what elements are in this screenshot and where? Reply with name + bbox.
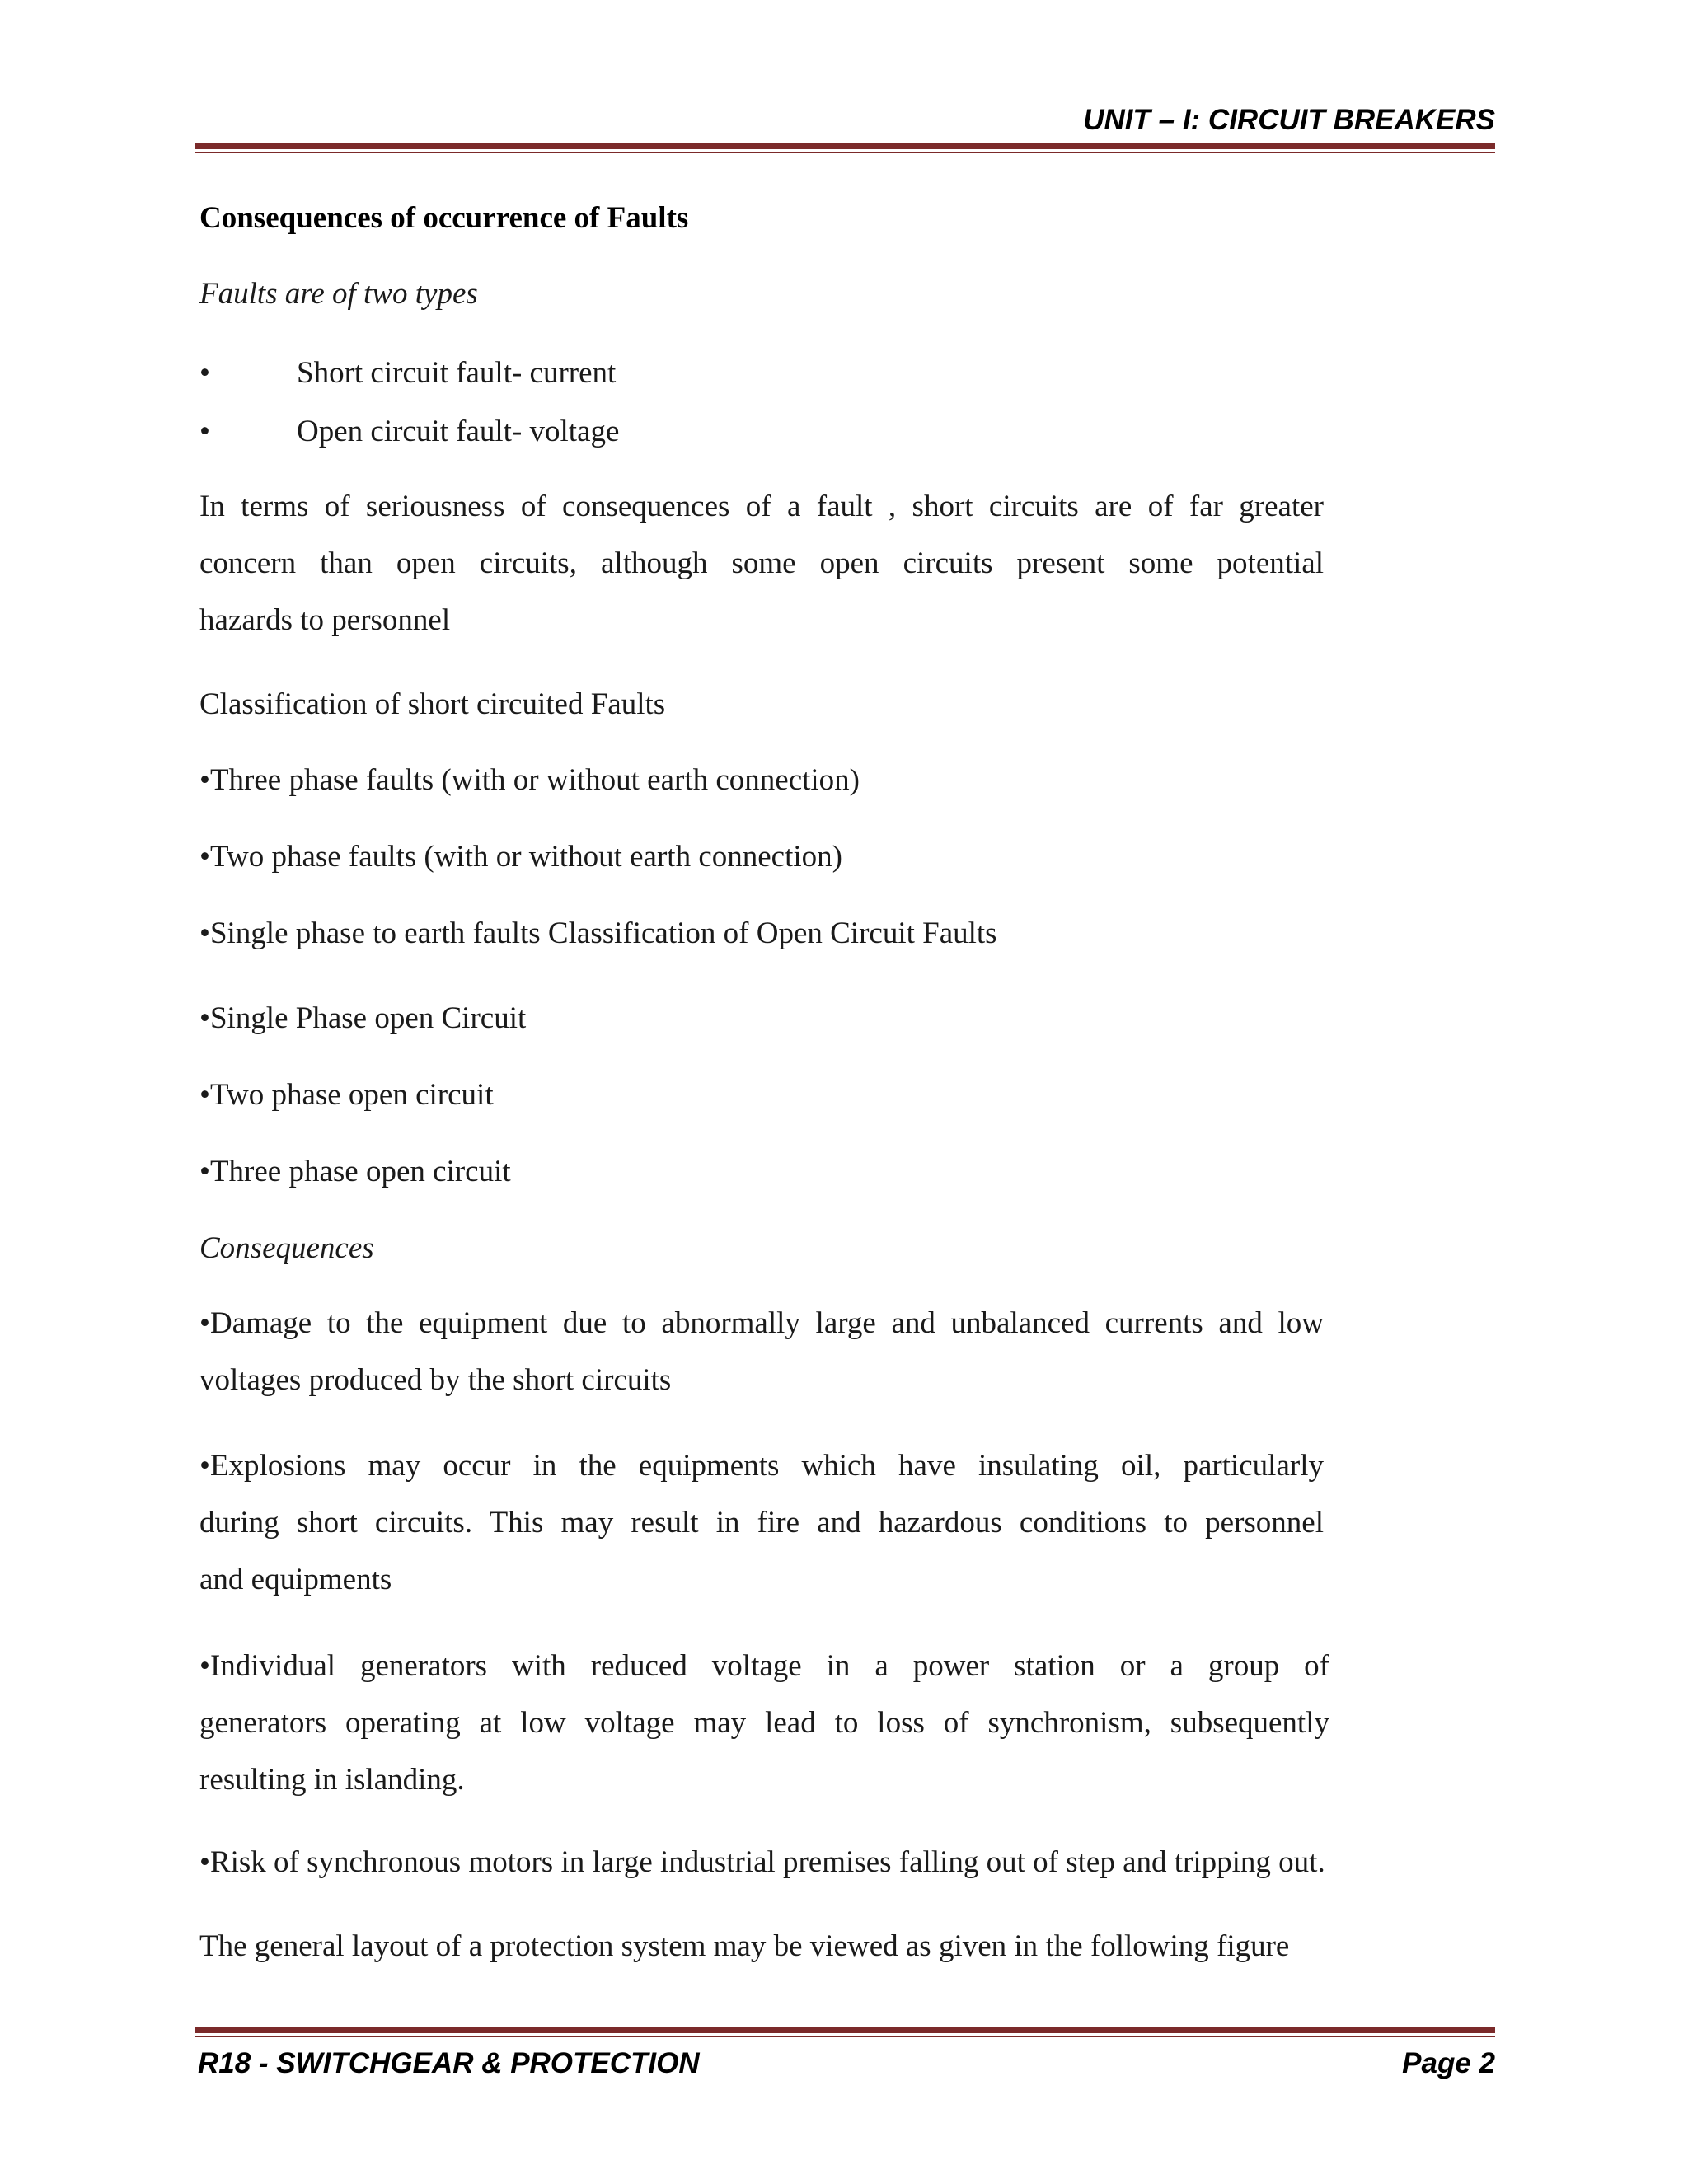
page-number: Page 2 — [1402, 2047, 1495, 2079]
page-header-title: UNIT – I: CIRCUIT BREAKERS — [1083, 104, 1495, 136]
list-item: •Three phase open circuit — [199, 1155, 511, 1188]
consequence-generators — [199, 1638, 1329, 1808]
paragraph-line: voltages produced by the short circuits — [199, 1363, 672, 1397]
paragraph-seriousness — [199, 478, 1324, 649]
paragraph-line: In terms of seriousness of consequences of a fault , short circuits are of far greater — [199, 490, 1324, 523]
paragraph-line: during short circuits. This may result in fire and hazardous conditions to personnel — [199, 1506, 1324, 1540]
bullet-marker: • — [199, 356, 210, 390]
paragraph-line: concern than open circuits, although some open circuits present some potential — [199, 546, 1324, 580]
list-item: •Single phase to earth faults Classification of Open Circuit Faults — [199, 916, 997, 950]
paragraph-line: •Explosions may occur in the equipments which have insulating oil, particularly — [199, 1449, 1324, 1483]
list-item: Short circuit fault- current — [297, 356, 617, 390]
list-item: •Three phase faults (with or without earth connection) — [199, 763, 860, 797]
closing-paragraph: The general layout of a protection system may be viewed as given in the following figure — [199, 1929, 1290, 1963]
header-rule — [195, 143, 1495, 153]
paragraph-line: hazards to personnel — [199, 603, 451, 637]
paragraph-line: •Individual generators with reduced voltage in a power station or a group of — [199, 1649, 1329, 1683]
footer-course-title: R18 - SWITCHGEAR & PROTECTION — [198, 2047, 700, 2079]
list-item: •Two phase open circuit — [199, 1078, 494, 1112]
classification-heading: Classification of short circuited Faults — [199, 687, 666, 721]
section-heading: Consequences of occurrence of Faults — [199, 201, 689, 235]
footer-rule — [195, 2027, 1495, 2037]
types-intro: Faults are of two types — [199, 277, 478, 311]
list-item: Open circuit fault- voltage — [297, 415, 620, 448]
paragraph-line: generators operating at low voltage may lead to loss of synchronism, subsequently — [199, 1706, 1329, 1740]
paragraph-line: and equipments — [199, 1563, 392, 1596]
consequence-explosions — [199, 1437, 1324, 1608]
list-item: •Single Phase open Circuit — [199, 1001, 527, 1035]
list-item: •Two phase faults (with or without earth connection) — [199, 840, 842, 874]
consequences-heading: Consequences — [199, 1231, 374, 1265]
paragraph-line: resulting in islanding. — [199, 1763, 465, 1797]
consequence-damage — [199, 1295, 1324, 1408]
bullet-marker: • — [199, 415, 210, 448]
consequence-motors: •Risk of synchronous motors in large industrial premises falling out of step and tripping out. — [199, 1845, 1325, 1879]
paragraph-line: •Damage to the equipment due to abnormally large and unbalanced currents and low — [199, 1306, 1324, 1340]
